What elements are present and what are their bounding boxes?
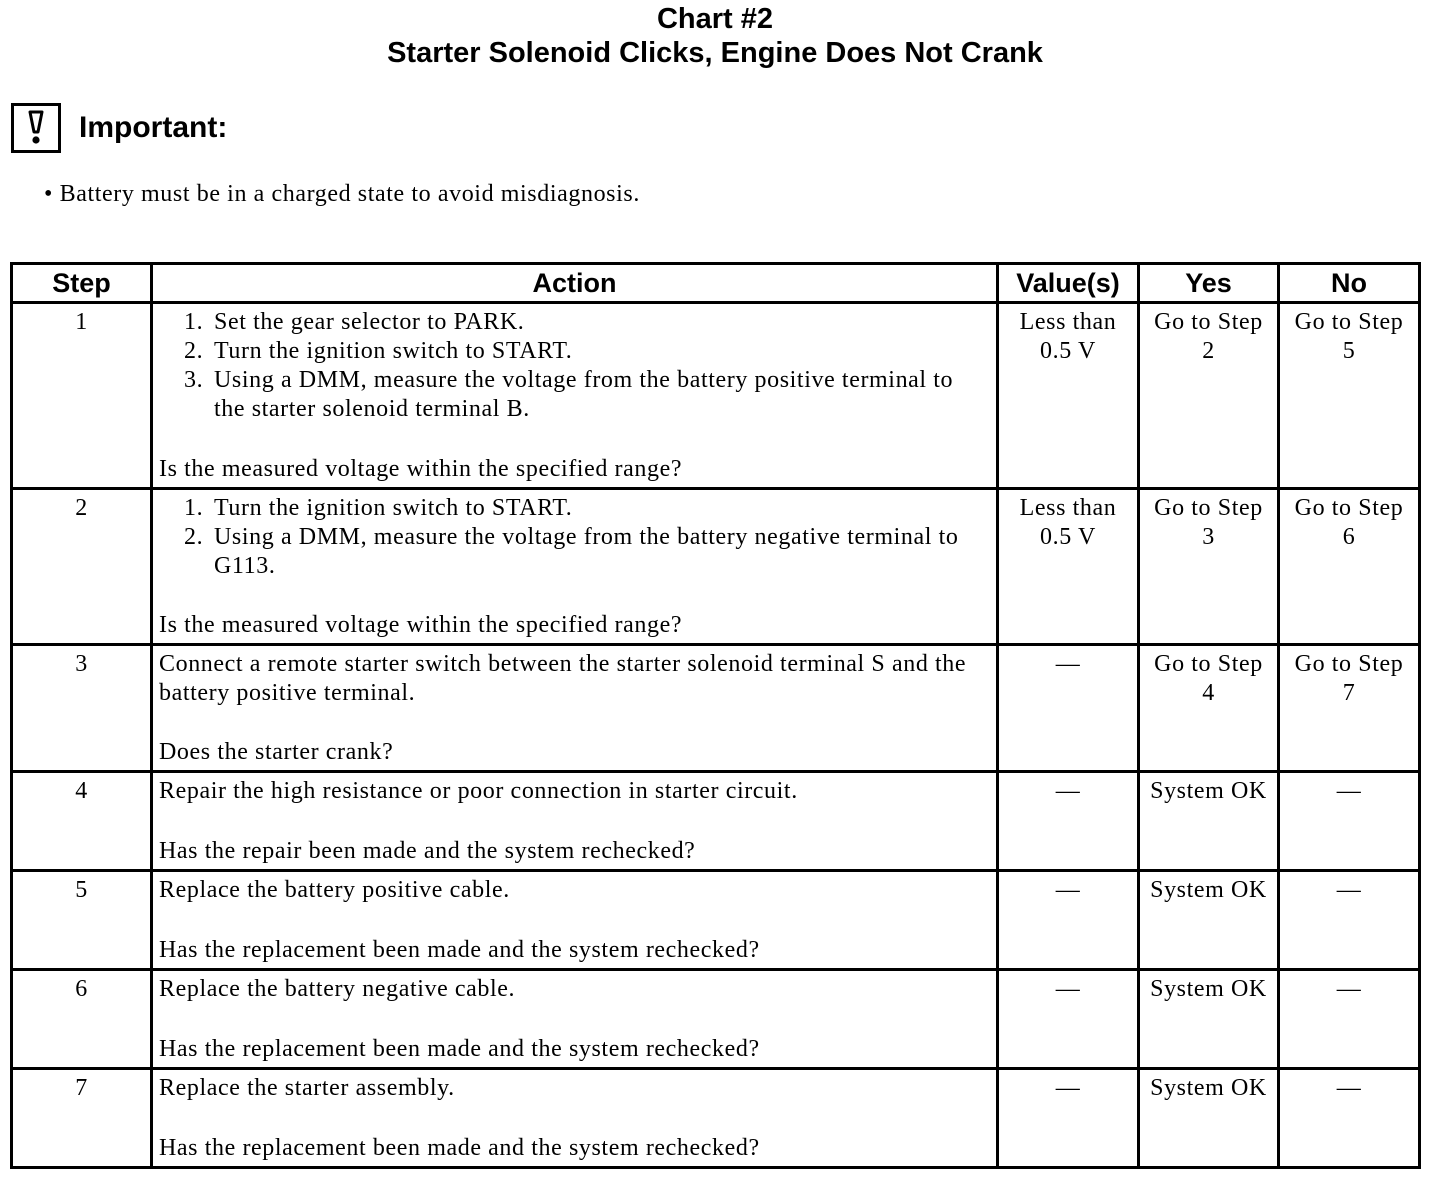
step-number: 2: [12, 489, 152, 645]
action-question: Has the replacement been made and the system rechecked?: [159, 1036, 760, 1062]
action-step-item: Using a DMM, measure the voltage from the battery positive terminal to the starter solenoid terminal B.: [214, 367, 954, 422]
no-cell: —: [1279, 772, 1420, 871]
action-cell: [152, 970, 998, 1069]
important-label: Important:: [79, 111, 228, 144]
action-question: Does the starter crank?: [159, 739, 394, 765]
action-text: Connect a remote starter switch between the starter solenoid terminal S and the battery positive terminal.: [159, 651, 967, 706]
action-text: Repair the high resistance or poor connection in starter circuit.: [159, 778, 798, 804]
chart-number: Chart #2: [656, 3, 774, 35]
value-cell: Less than 0.5 V: [998, 489, 1139, 645]
table-row: [12, 871, 1420, 970]
yes-cell: System OK: [1139, 1069, 1279, 1168]
yes-cell: System OK: [1139, 772, 1279, 871]
action-cell: [152, 303, 998, 489]
exclamation-glyph: [25, 110, 47, 146]
table-row: [12, 489, 1420, 645]
yes-cell: System OK: [1139, 871, 1279, 970]
table-row: [12, 772, 1420, 871]
header-yes: Yes: [1139, 264, 1279, 303]
yes-cell: System OK: [1139, 970, 1279, 1069]
action-question: Has the replacement been made and the system rechecked?: [159, 1135, 760, 1161]
step-number: 6: [12, 970, 152, 1069]
action-question: Is the measured voltage within the specified range?: [159, 456, 683, 482]
no-cell: —: [1279, 871, 1420, 970]
action-question: Has the repair been made and the system rechecked?: [159, 838, 696, 864]
important-note: • Battery must be in a charged state to avoid misdiagnosis.: [44, 181, 640, 207]
action-cell: [152, 645, 998, 772]
exclamation-box-icon: [11, 103, 61, 153]
step-number: 4: [12, 772, 152, 871]
action-cell: [152, 772, 998, 871]
no-cell: Go to Step 6: [1279, 489, 1420, 645]
step-number: 1: [12, 303, 152, 489]
no-cell: Go to Step 7: [1279, 645, 1420, 772]
action-step-item: Turn the ignition switch to START.: [214, 495, 573, 521]
diagnostic-table: [10, 262, 1421, 1169]
action-cell: [152, 489, 998, 645]
yes-cell: Go to Step 2: [1139, 303, 1279, 489]
table-header-row: [12, 264, 1420, 303]
header-no: No: [1279, 264, 1420, 303]
action-cell: [152, 1069, 998, 1168]
no-cell: Go to Step 5: [1279, 303, 1420, 489]
table-row: [12, 1069, 1420, 1168]
header-action: Action: [152, 264, 998, 303]
table-body: [12, 303, 1420, 1168]
no-cell: —: [1279, 1069, 1420, 1168]
action-question: Has the replacement been made and the system rechecked?: [159, 937, 760, 963]
chart-header: [0, 2, 1430, 70]
action-step-item: Turn the ignition switch to START.: [214, 338, 573, 364]
action-step-item: Using a DMM, measure the voltage from the battery negative terminal to G113.: [214, 524, 959, 579]
action-steps-list: [159, 494, 990, 581]
action-question: Is the measured voltage within the specified range?: [159, 612, 683, 638]
yes-cell: Go to Step 4: [1139, 645, 1279, 772]
chart-title: Starter Solenoid Clicks, Engine Does Not Crank: [387, 37, 1043, 69]
value-cell: —: [998, 970, 1139, 1069]
value-cell: Less than 0.5 V: [998, 303, 1139, 489]
table-row: [12, 645, 1420, 772]
no-cell: —: [1279, 970, 1420, 1069]
action-text: Replace the battery positive cable.: [159, 877, 510, 903]
value-cell: —: [998, 772, 1139, 871]
table-row: [12, 970, 1420, 1069]
step-number: 3: [12, 645, 152, 772]
header-step: Step: [12, 264, 152, 303]
value-cell: —: [998, 871, 1139, 970]
yes-cell: Go to Step 3: [1139, 489, 1279, 645]
value-cell: —: [998, 1069, 1139, 1168]
important-callout: [11, 102, 227, 154]
header-values: Value(s): [998, 264, 1139, 303]
action-text: Replace the battery negative cable.: [159, 976, 516, 1002]
table-row: [12, 303, 1420, 489]
step-number: 5: [12, 871, 152, 970]
action-cell: [152, 871, 998, 970]
value-cell: —: [998, 645, 1139, 772]
step-number: 7: [12, 1069, 152, 1168]
action-steps-list: [159, 308, 990, 424]
action-text: Replace the starter assembly.: [159, 1075, 455, 1101]
action-step-item: Set the gear selector to PARK.: [214, 309, 525, 335]
